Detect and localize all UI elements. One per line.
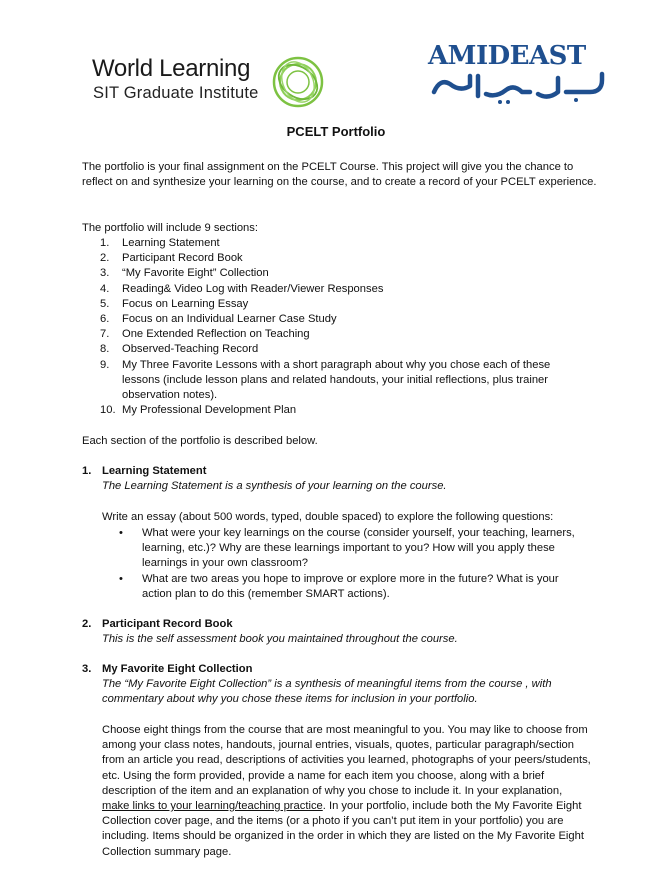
section-2-heading: 2. Participant Record Book bbox=[82, 618, 233, 630]
bullet-icon: • bbox=[119, 527, 123, 539]
list-item: 2. Participant Record Book bbox=[100, 252, 243, 265]
list-item: 10. My Professional Development Plan bbox=[100, 404, 297, 417]
described-below-line: Each section of the portfolio is described below. bbox=[82, 435, 318, 447]
section-1-instruction: Write an essay (about 500 words, typed, double spaced) to explore the following questions: bbox=[102, 511, 554, 523]
list-item: • What are two areas you hope to improve or explore more in the future? What is your action plan to do this (remember SMART actions). bbox=[119, 572, 559, 600]
learning-links-phrase: make links to your learning/teaching practice bbox=[102, 800, 323, 813]
world-learning-title: World Learning bbox=[92, 55, 251, 82]
world-learning-subtitle: SIT Graduate Institute bbox=[93, 84, 259, 102]
section-1-questions bbox=[102, 526, 582, 602]
list-item: 1. Learning Statement bbox=[100, 237, 220, 249]
section-1-summary: The Learning Statement is a synthesis of your learning on the course. bbox=[102, 480, 447, 492]
section-3-summary: The “My Favorite Eight Collection” is a synthesis of meaningful items from the course , with commentary about why you chose these items for inclusion in your portfolio. bbox=[102, 678, 552, 706]
sections-list bbox=[82, 236, 582, 418]
list-item: 4. Reading& Video Log with Reader/Viewer Responses bbox=[100, 282, 384, 295]
list-item: 5. Focus on Learning Essay bbox=[100, 297, 249, 310]
list-item: 7. One Extended Reflection on Teaching bbox=[100, 328, 310, 341]
section-3-heading: 3. My Favorite Eight Collection bbox=[82, 663, 253, 675]
amideast-logo bbox=[428, 40, 614, 104]
section-1-heading: 1. Learning Statement bbox=[82, 465, 207, 477]
list-item: 8. Observed-Teaching Record bbox=[100, 343, 259, 356]
list-item: 6. Focus on an Individual Learner Case Study bbox=[100, 313, 337, 326]
list-item: 3. “My Favorite Eight” Collection bbox=[100, 267, 269, 280]
list-item: • What were your key learnings on the course (consider yourself, your teaching, learners, learning, etc.)? Why are these learnings important to you? How will you apply these learnings in your own classroom? bbox=[119, 527, 575, 570]
amideast-title: AMIDEAST bbox=[428, 41, 586, 71]
section-3-body: Choose eight things from the course that are most meaningful to you. You may like to choose from among your class notes, handouts, journal entries, visuals, quotes, particular paragraph/section from an article you read, descriptions of activities you learned, photographs of your peers/students, etc. Using the form provided, provide a name for each item you choose, along with a brief description of the item and an explanation of why you chose to include it. In your explanation, make links to your learning/teaching practice. In your portfolio, include both the My Favorite Eight Collection cover page, and the items (or a photo if you can’t put item in your portfolio) you are including. Items should be organized in the order in which they are listed on the My Favorite Eight Collection summary page. bbox=[102, 724, 591, 858]
amideast-arabic-wordmark bbox=[430, 70, 610, 104]
bullet-icon: • bbox=[119, 572, 123, 585]
list-item: 9. My Three Favorite Lessons with a short paragraph about why you chose each of these lessons (include lesson plans and related handouts, your initial reflections, plus trainer observation notes). bbox=[100, 358, 551, 402]
section-2-summary: This is the self assessment book you maintained throughout the course. bbox=[102, 633, 458, 645]
document-title: PCELT Portfolio bbox=[286, 124, 386, 139]
world-learning-circles-icon bbox=[268, 52, 328, 112]
intro-paragraph: The portfolio is your final assignment on the PCELT Course. This project will give you the chance to reflect on and synthesize your learning on the course, and to create a record of your PCELT experience. bbox=[82, 161, 597, 189]
sections-heading: The portfolio will include 9 sections: bbox=[82, 222, 258, 234]
